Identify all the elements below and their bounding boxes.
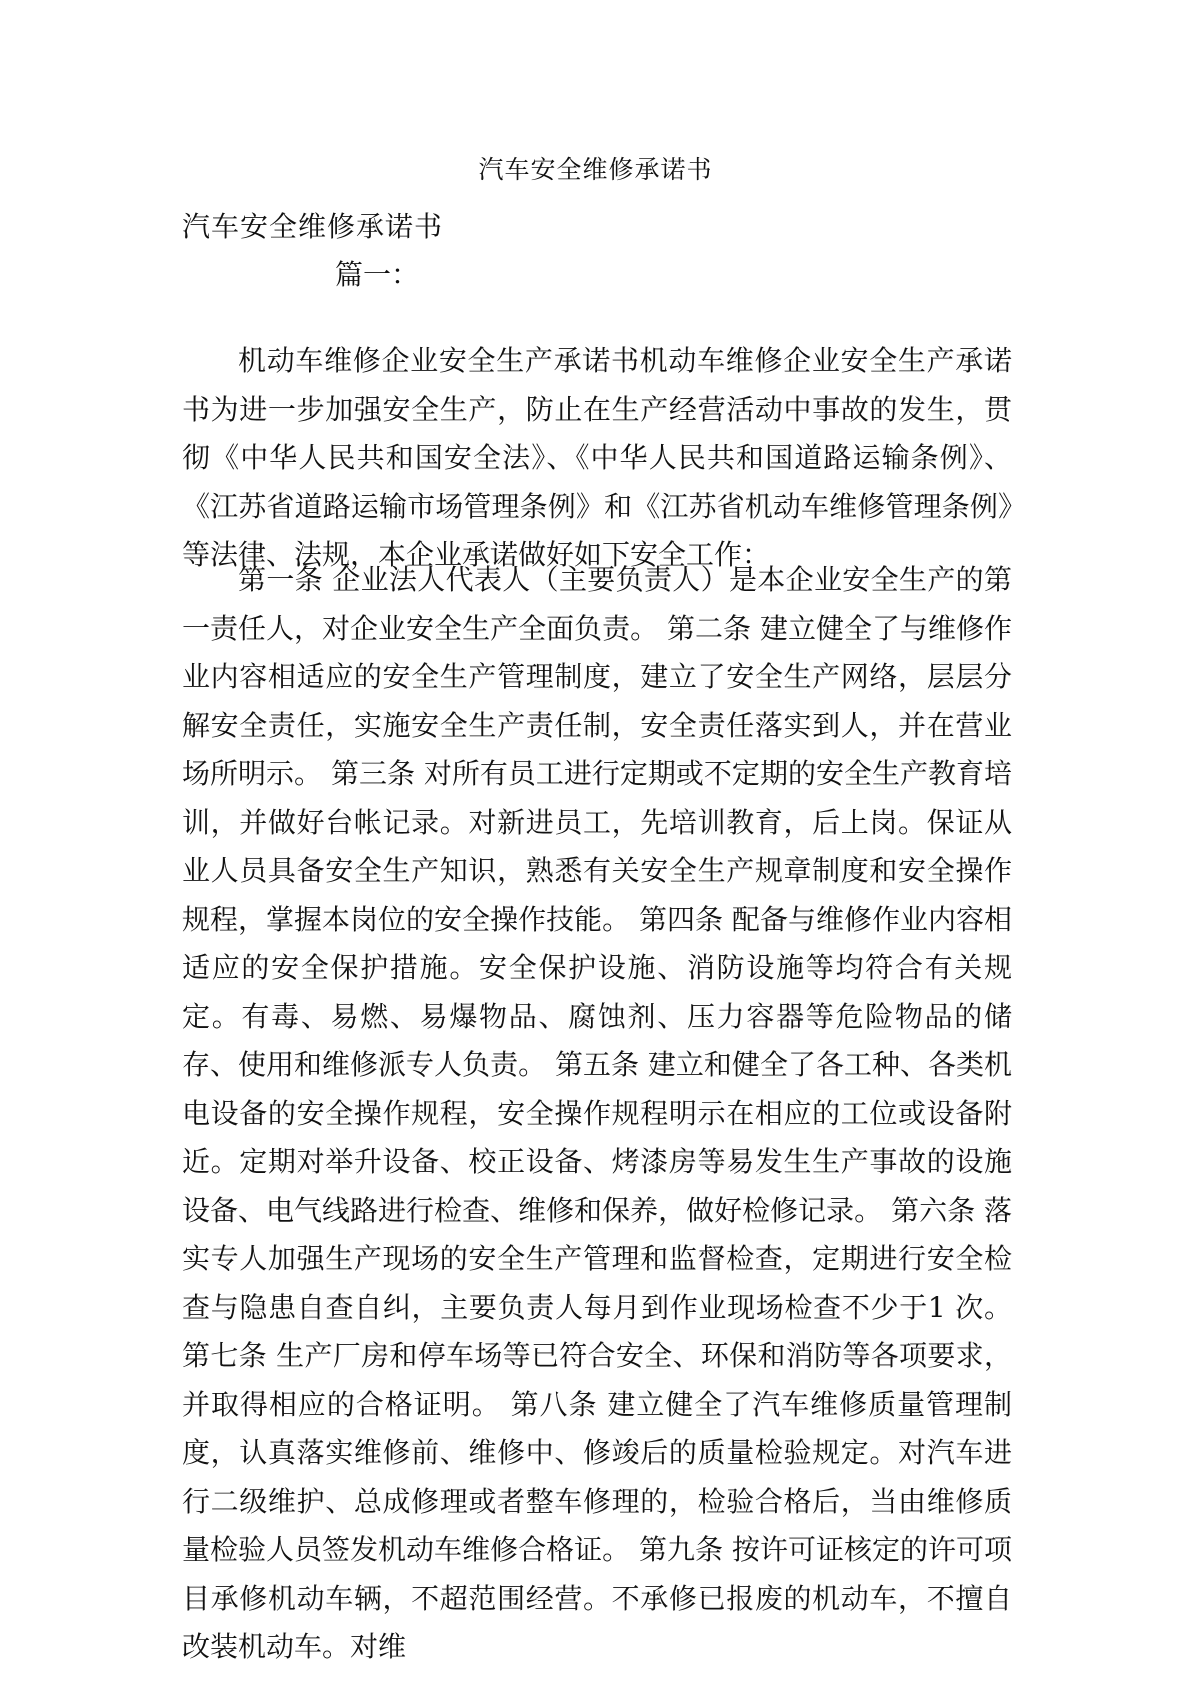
body-paragraph: 机动车维修企业安全生产承诺书机动车维修企业安全生产承诺书为进一步加强安全生产，防止在生产经营活动中事故的发生，贯彻《中华人民共和国安全法》、《中华人民共和国道路运输条例》、《江苏省道路运输市场管理条例》和《江苏省机动车维修管理条例》等法律、法规，本企业承诺做好如下安全工作： — [182, 344, 1012, 571]
section-marker: 篇一： — [335, 258, 420, 291]
document-subtitle: 汽车安全维修承诺书 — [182, 210, 444, 243]
body-paragraph: 第一条 企业法人代表人（主要负责人）是本企业安全生产的第一责任人，对企业安全生产全面负责。 第二条 建立健全了与维修作业内容相适应的安全生产管理制度，建立了安全生产网络，层层分解安全责任，实施安全生产责任制，安全责任落实到人，并在营业场所明示。 第三条 对所有员工进行定期或不定期的安全生产教育培训，并做好台帐记录。对新进员工，先培训教育，后上岗。保证从业人员具备安全生产知识，熟悉有关安全生产规章制度和安全操作规程，掌握本岗位的安全操作技能。 第四条 配备与维修作业内容相适应的安全保护措施。安全保护设施、消防设施等均符合有关规定。有毒、易燃、易爆物品、腐蚀剂、压力容器等危险物品的储存、使用和维修派专人负责。 第五条 建立和健全了各工种、各类机电设备的安全操作规程，安全操作规程明示在相应的工位或设备附近。定期对举升设备、校正设备、烤漆房等易发生生产事故的设施设备、电气线路进行检查、维修和保养，做好检修记录。 第六条 落实专人加强生产现场的安全生产管理和监督检查，定期进行安全检查与隐患自查自纠，主要负责人每月到作业现场检查不少于1 次。 第七条 生产厂房和停车场等已符合安全、环保和消防等各项要求，并取得相应的合格证明。 第八条 建立健全了汽车维修质量管理制度，认真落实维修前、维修中、修竣后的质量检验规定。对汽车进行二级维护、总成修理或者整车修理的，检验合格后，当由维修质量检验人员签发机动车维修合格证。 第九条 按许可证核定的许可项目承修机动车辆，不超范围经营。不承修已报废的机动车，不擅自改装机动车。对维 — [182, 563, 1012, 1663]
document-title: 汽车安全维修承诺书 — [478, 155, 713, 184]
